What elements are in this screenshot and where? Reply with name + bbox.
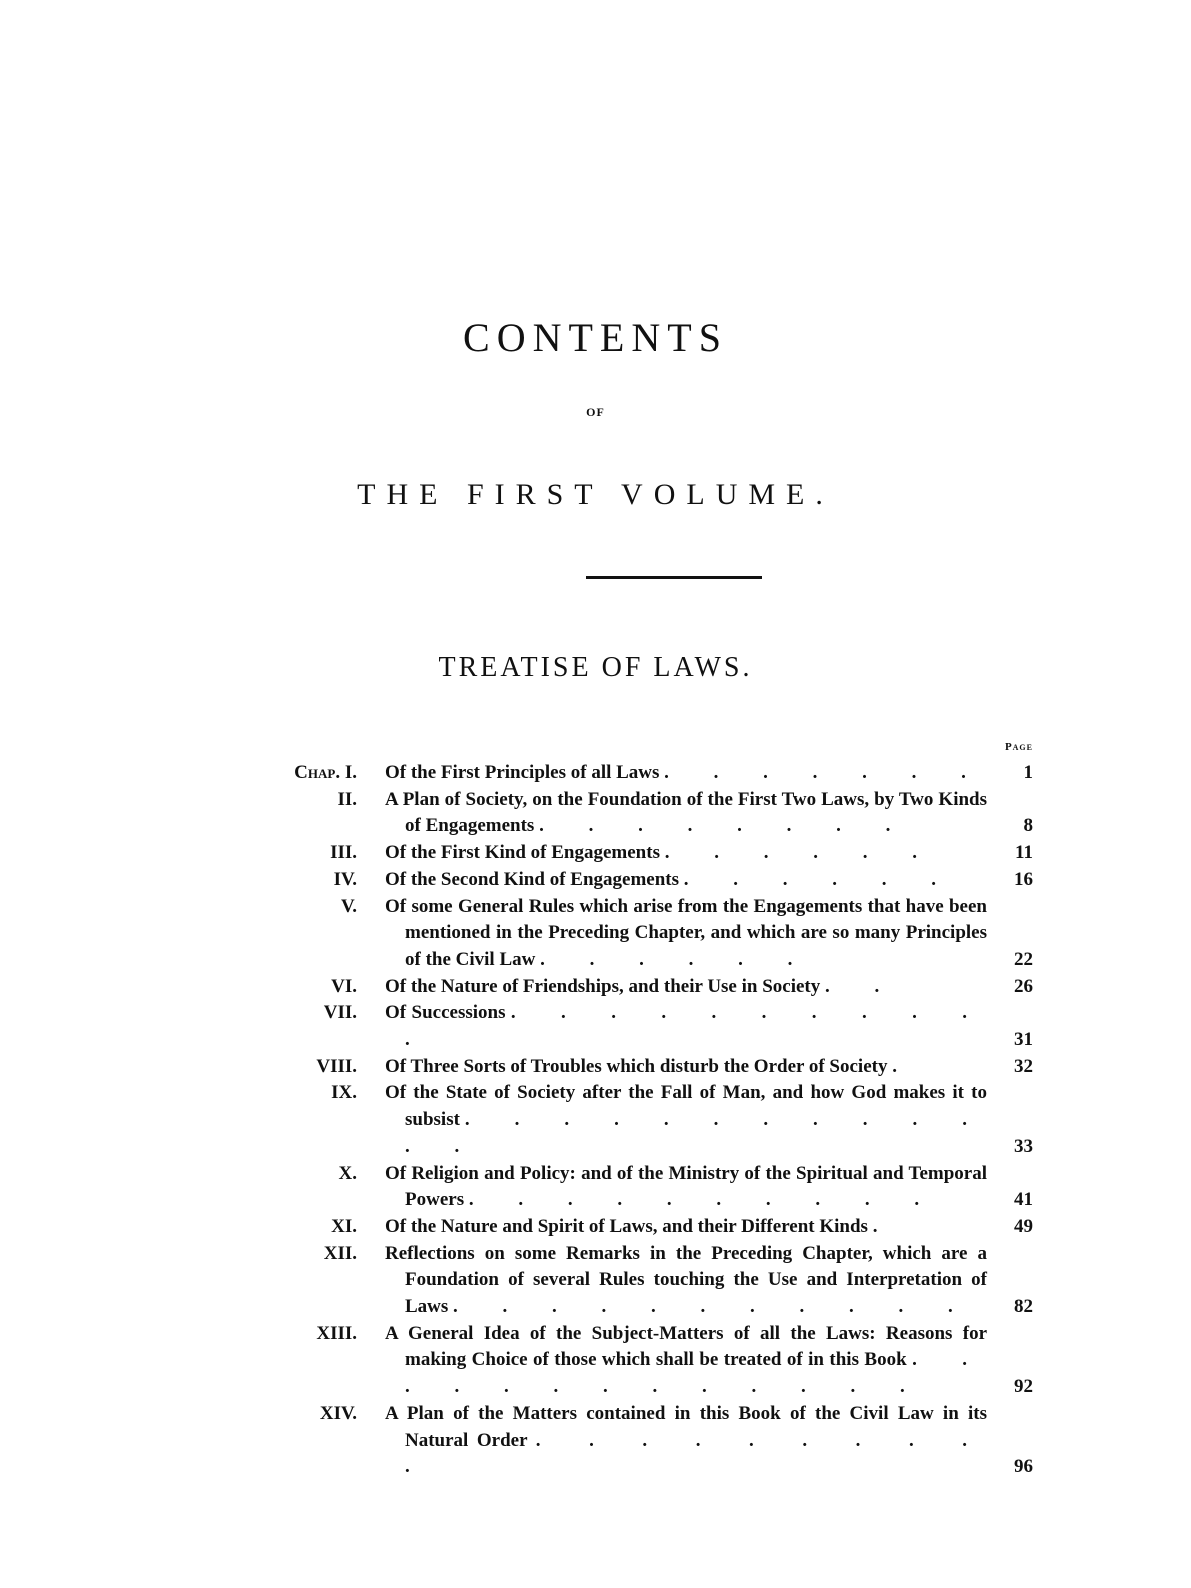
- chapter-number: XII.: [323, 1242, 357, 1264]
- contents-title: CONTENTS: [463, 315, 728, 360]
- toc-entry: [262, 1080, 1033, 1160]
- leader-dots: . . . . . . . . . . .: [453, 1296, 973, 1318]
- page-number: 96: [1014, 1456, 1033, 1478]
- leader-dots: .: [892, 1055, 917, 1077]
- leader-dots: . . . . . . . . . . . . .: [405, 1349, 988, 1398]
- chapter-title: Of the State of Society after the Fall of Man, and how God makes it to subsist . . . . . . . . . . . . .: [385, 1082, 987, 1157]
- leader-dots: .: [872, 1215, 898, 1237]
- toc-entry: [262, 1321, 1033, 1401]
- table-of-contents: [262, 760, 1033, 1481]
- chapter-title: Reflections on some Remarks in the Preceding Chapter, which are a Foundation of several Rules touching the Use and Interpretation of Laws . . . . . . . . . . .: [385, 1242, 987, 1318]
- chapter-number: IV.: [333, 868, 357, 890]
- page-number: 41: [1014, 1189, 1033, 1211]
- chapter-number: V.: [340, 895, 357, 917]
- toc-entry: [262, 760, 1033, 787]
- toc-entry: [262, 1401, 1033, 1481]
- chapter-title: Of Religion and Policy: and of the Ministry of the Spiritual and Temporal Powers . . . . . . . . . .: [385, 1162, 987, 1211]
- chap-label: Chap.: [294, 762, 341, 783]
- volume-title: THE FIRST VOLUME.: [357, 478, 834, 511]
- chapter-number: XI.: [331, 1215, 357, 1237]
- page-number: 16: [1014, 868, 1033, 890]
- chapter-number: XIV.: [319, 1402, 357, 1424]
- chapter-number: II.: [337, 788, 357, 810]
- of-label: OF: [586, 405, 605, 419]
- toc-entry: [262, 1000, 1033, 1053]
- chapter-number: Chap. I.: [294, 762, 357, 783]
- toc-entry: [262, 1214, 1033, 1241]
- leader-dots: . . . . . . . . . .: [405, 1429, 988, 1478]
- chapter-title: A Plan of the Matters contained in this Book of the Civil Law in its Natural Order . . . . . . . . . .: [385, 1402, 988, 1478]
- toc-entry: [262, 1054, 1033, 1081]
- chapter-title: Of the Nature of Friendships, and their Use in Society . .: [385, 975, 900, 997]
- chapter-number: X.: [338, 1162, 357, 1184]
- toc-entry: [262, 867, 1033, 894]
- page-column-label: Page: [1004, 741, 1033, 753]
- leader-dots: . . . . . .: [683, 868, 956, 890]
- leader-dots: . . . . . .: [540, 948, 813, 970]
- toc-entry: [262, 974, 1033, 1001]
- chapter-title: Of the Nature and Spirit of Laws, and their Different Kinds .: [385, 1215, 898, 1237]
- toc-entry: [262, 1241, 1033, 1321]
- leader-dots: . .: [825, 975, 900, 997]
- page-number: 26: [1014, 975, 1033, 997]
- toc-entry: [262, 787, 1033, 840]
- leader-dots: . . . . . . .: [664, 762, 986, 783]
- page-number: 49: [1014, 1215, 1033, 1237]
- page-number: 8: [1023, 815, 1033, 837]
- leader-dots: . . . . . . . . . .: [468, 1189, 940, 1211]
- page-number: 1: [1023, 762, 1033, 783]
- chapter-title: A Plan of Society, on the Foundation of the First Two Laws, by Two Kinds of Engagements . . . . . . . .: [385, 788, 987, 837]
- page-number: 92: [1014, 1376, 1033, 1398]
- chapter-number: XIII.: [316, 1322, 357, 1344]
- toc-entry: [262, 894, 1033, 974]
- chapter-title: Of Three Sorts of Troubles which disturb the Order of Society .: [385, 1055, 917, 1077]
- leader-dots: . . . . . . . .: [539, 815, 911, 837]
- page-number: 22: [1014, 948, 1033, 970]
- chapter-number: VI.: [331, 975, 357, 997]
- leader-dots: . . . . . . . . . . .: [405, 1002, 988, 1051]
- chapter-number: VIII.: [316, 1055, 357, 1077]
- chapter-number: IX.: [331, 1082, 357, 1104]
- chapter-title: Of Successions . . . . . . . . . . .: [385, 1002, 988, 1051]
- chapter-title: Of the Second Kind of Engagements . . . . . .: [385, 868, 956, 890]
- page-number: 11: [1015, 842, 1033, 864]
- page-number: 31: [1014, 1029, 1033, 1051]
- page-number: 33: [1014, 1135, 1033, 1157]
- chapter-title: Of the First Principles of all Laws . . . . . . .: [385, 762, 986, 783]
- page-number: 32: [1014, 1055, 1033, 1077]
- toc-entry: [262, 1161, 1033, 1214]
- treatise-title: TREATISE OF LAWS.: [438, 652, 753, 683]
- title-divider: [586, 576, 762, 579]
- chapter-title: Of some General Rules which arise from the Engagements that have been mentioned in the Preceding Chapter, and which are so many Principles of the Civil Law . . . . . .: [385, 895, 987, 970]
- chapter-number: VII.: [323, 1002, 357, 1024]
- leader-dots: . . . . . .: [664, 842, 937, 864]
- chapter-title: A General Idea of the Subject-Matters of all the Laws: Reasons for making Choice of those which shall be treated of in this Book . . . . . . . . . . . . .: [385, 1322, 988, 1398]
- page-number: 82: [1014, 1296, 1033, 1318]
- chapter-title: Of the First Kind of Engagements . . . . . .: [385, 842, 937, 864]
- chapter-number: III.: [330, 842, 357, 864]
- leader-dots: . . . . . . . . . . . . .: [405, 1109, 987, 1157]
- toc-entry: [262, 840, 1033, 867]
